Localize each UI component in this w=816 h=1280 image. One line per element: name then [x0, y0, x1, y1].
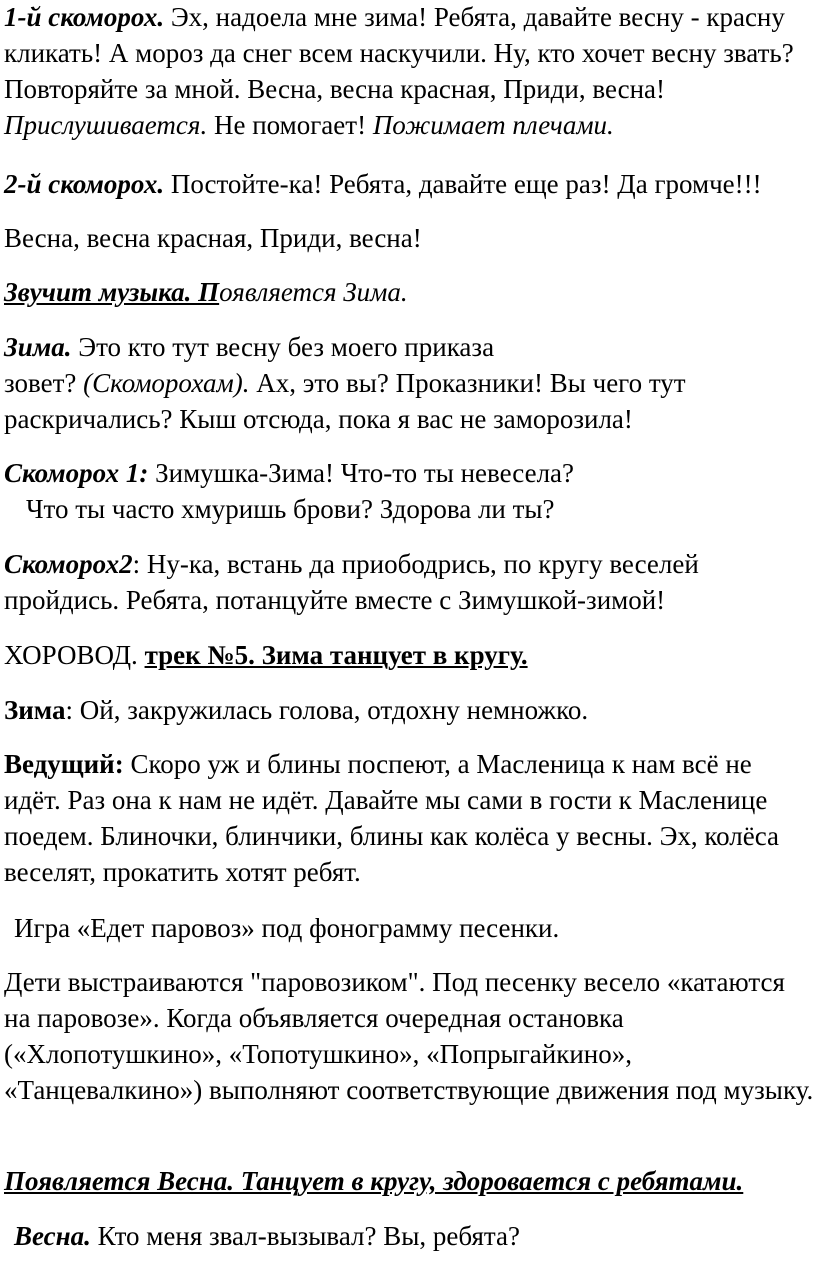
- paragraph-chant: [4, 220, 814, 256]
- paragraph-khorovod: [4, 637, 814, 673]
- paragraph-skomorokh-2b: [4, 546, 814, 618]
- dialogue-text: Не помогает!: [207, 110, 373, 140]
- dialogue-text: Эх, надоела мне зима! Ребята, давайте весну - красну кликать! А мороз да снег всем наскучили. Ну, кто хочет весну звать? Повторяйте за мной. Весна, весна красная, Приди, весна!: [4, 2, 794, 104]
- dialogue-text: Весна, весна красная, Приди, весна!: [4, 223, 422, 253]
- paragraph-skomorokh-2: [4, 166, 814, 202]
- dialogue-text: Ах, это вы? Проказники! Вы чего тут раскричались? Кыш отсюда, пока я вас не заморозила!: [4, 368, 686, 434]
- speaker-label: Зима.: [4, 332, 72, 362]
- stage-direction: Прислушивается.: [4, 110, 208, 140]
- dialogue-text: Что ты часто хмуришь брови? Здорова ли ты?: [26, 494, 555, 524]
- paragraph-game-description: [4, 964, 814, 1108]
- paragraph-music-cue: [4, 274, 814, 310]
- paragraph-game-title: [4, 910, 814, 946]
- description-text: Дети выстраиваются "паровозиком". Под песенку весело «катаются на паровозе». Когда объявляется очередная остановка («Хлопотушкино», «Топотушкино», «Попрыгайкино», «Танцевалкино») выполняют соответствующие движения под музыку.: [4, 967, 814, 1105]
- stage-direction: Появляется Весна. Танцует в кругу, здоровается с ребятами.: [4, 1166, 744, 1196]
- speaker-label: Скоморох2: [4, 549, 133, 579]
- track-label: трек №5. Зима танцует в кругу.: [144, 640, 528, 670]
- speaker-label: Весна.: [14, 1221, 91, 1251]
- paragraph-zima-2: [4, 692, 814, 728]
- speaker-label: Скоморох 1:: [4, 458, 149, 488]
- speaker-label: 2-й скоморох.: [4, 169, 165, 199]
- paragraph-vesna: [4, 1218, 814, 1254]
- music-cue: Звучит музыка. П: [4, 277, 220, 307]
- paragraph-zima: [4, 329, 814, 437]
- paragraph-vedushchiy: [4, 746, 814, 890]
- dialogue-text: : Ну-ка, встань да приободрись, по кругу веселей пройдись. Ребята, потанцуйте вместе с Зимушкой-зимой!: [4, 549, 699, 615]
- stage-direction: оявляется Зима.: [219, 277, 408, 307]
- speaker-label: 1-й скоморох.: [4, 2, 165, 32]
- speaker-label: Ведущий:: [4, 749, 124, 779]
- stage-direction: (Скоморохам).: [83, 368, 250, 398]
- dialogue-text: Это кто тут весну без моего приказа: [71, 332, 495, 362]
- dialogue-text: Скоро уж и блины поспеют, а Масленица к нам всё не идёт. Раз она к нам не идёт. Давайте мы сами в гости к Масленице поедем. Блиночки, блинчики, блины как колёса у весны. Эх, колёса веселят, прокатить хотят ребят.: [4, 749, 780, 887]
- dialogue-text: : Ой, закружилась голова, отдохну немножко.: [65, 695, 589, 725]
- dialogue-text: Зимушка-Зима! Что-то ты невесела?: [148, 458, 575, 488]
- section-label: ХОРОВОД.: [4, 640, 145, 670]
- speaker-label: Зима: [4, 695, 66, 725]
- paragraph-skomorokh-1: [4, 0, 814, 143]
- stage-direction: Пожимает плечами.: [372, 110, 614, 140]
- game-title: Игра «Едет паровоз» под фонограмму песенки.: [14, 913, 560, 943]
- paragraph-vesna-appears: [4, 1163, 814, 1199]
- dialogue-text: Постойте-ка! Ребята, давайте еще раз! Да громче!!!: [164, 169, 762, 199]
- paragraph-skomorokh-1b: [4, 455, 814, 527]
- dialogue-text: зовет?: [4, 368, 84, 398]
- dialogue-text: Кто меня звал-вызывал? Вы, ребята?: [90, 1221, 520, 1251]
